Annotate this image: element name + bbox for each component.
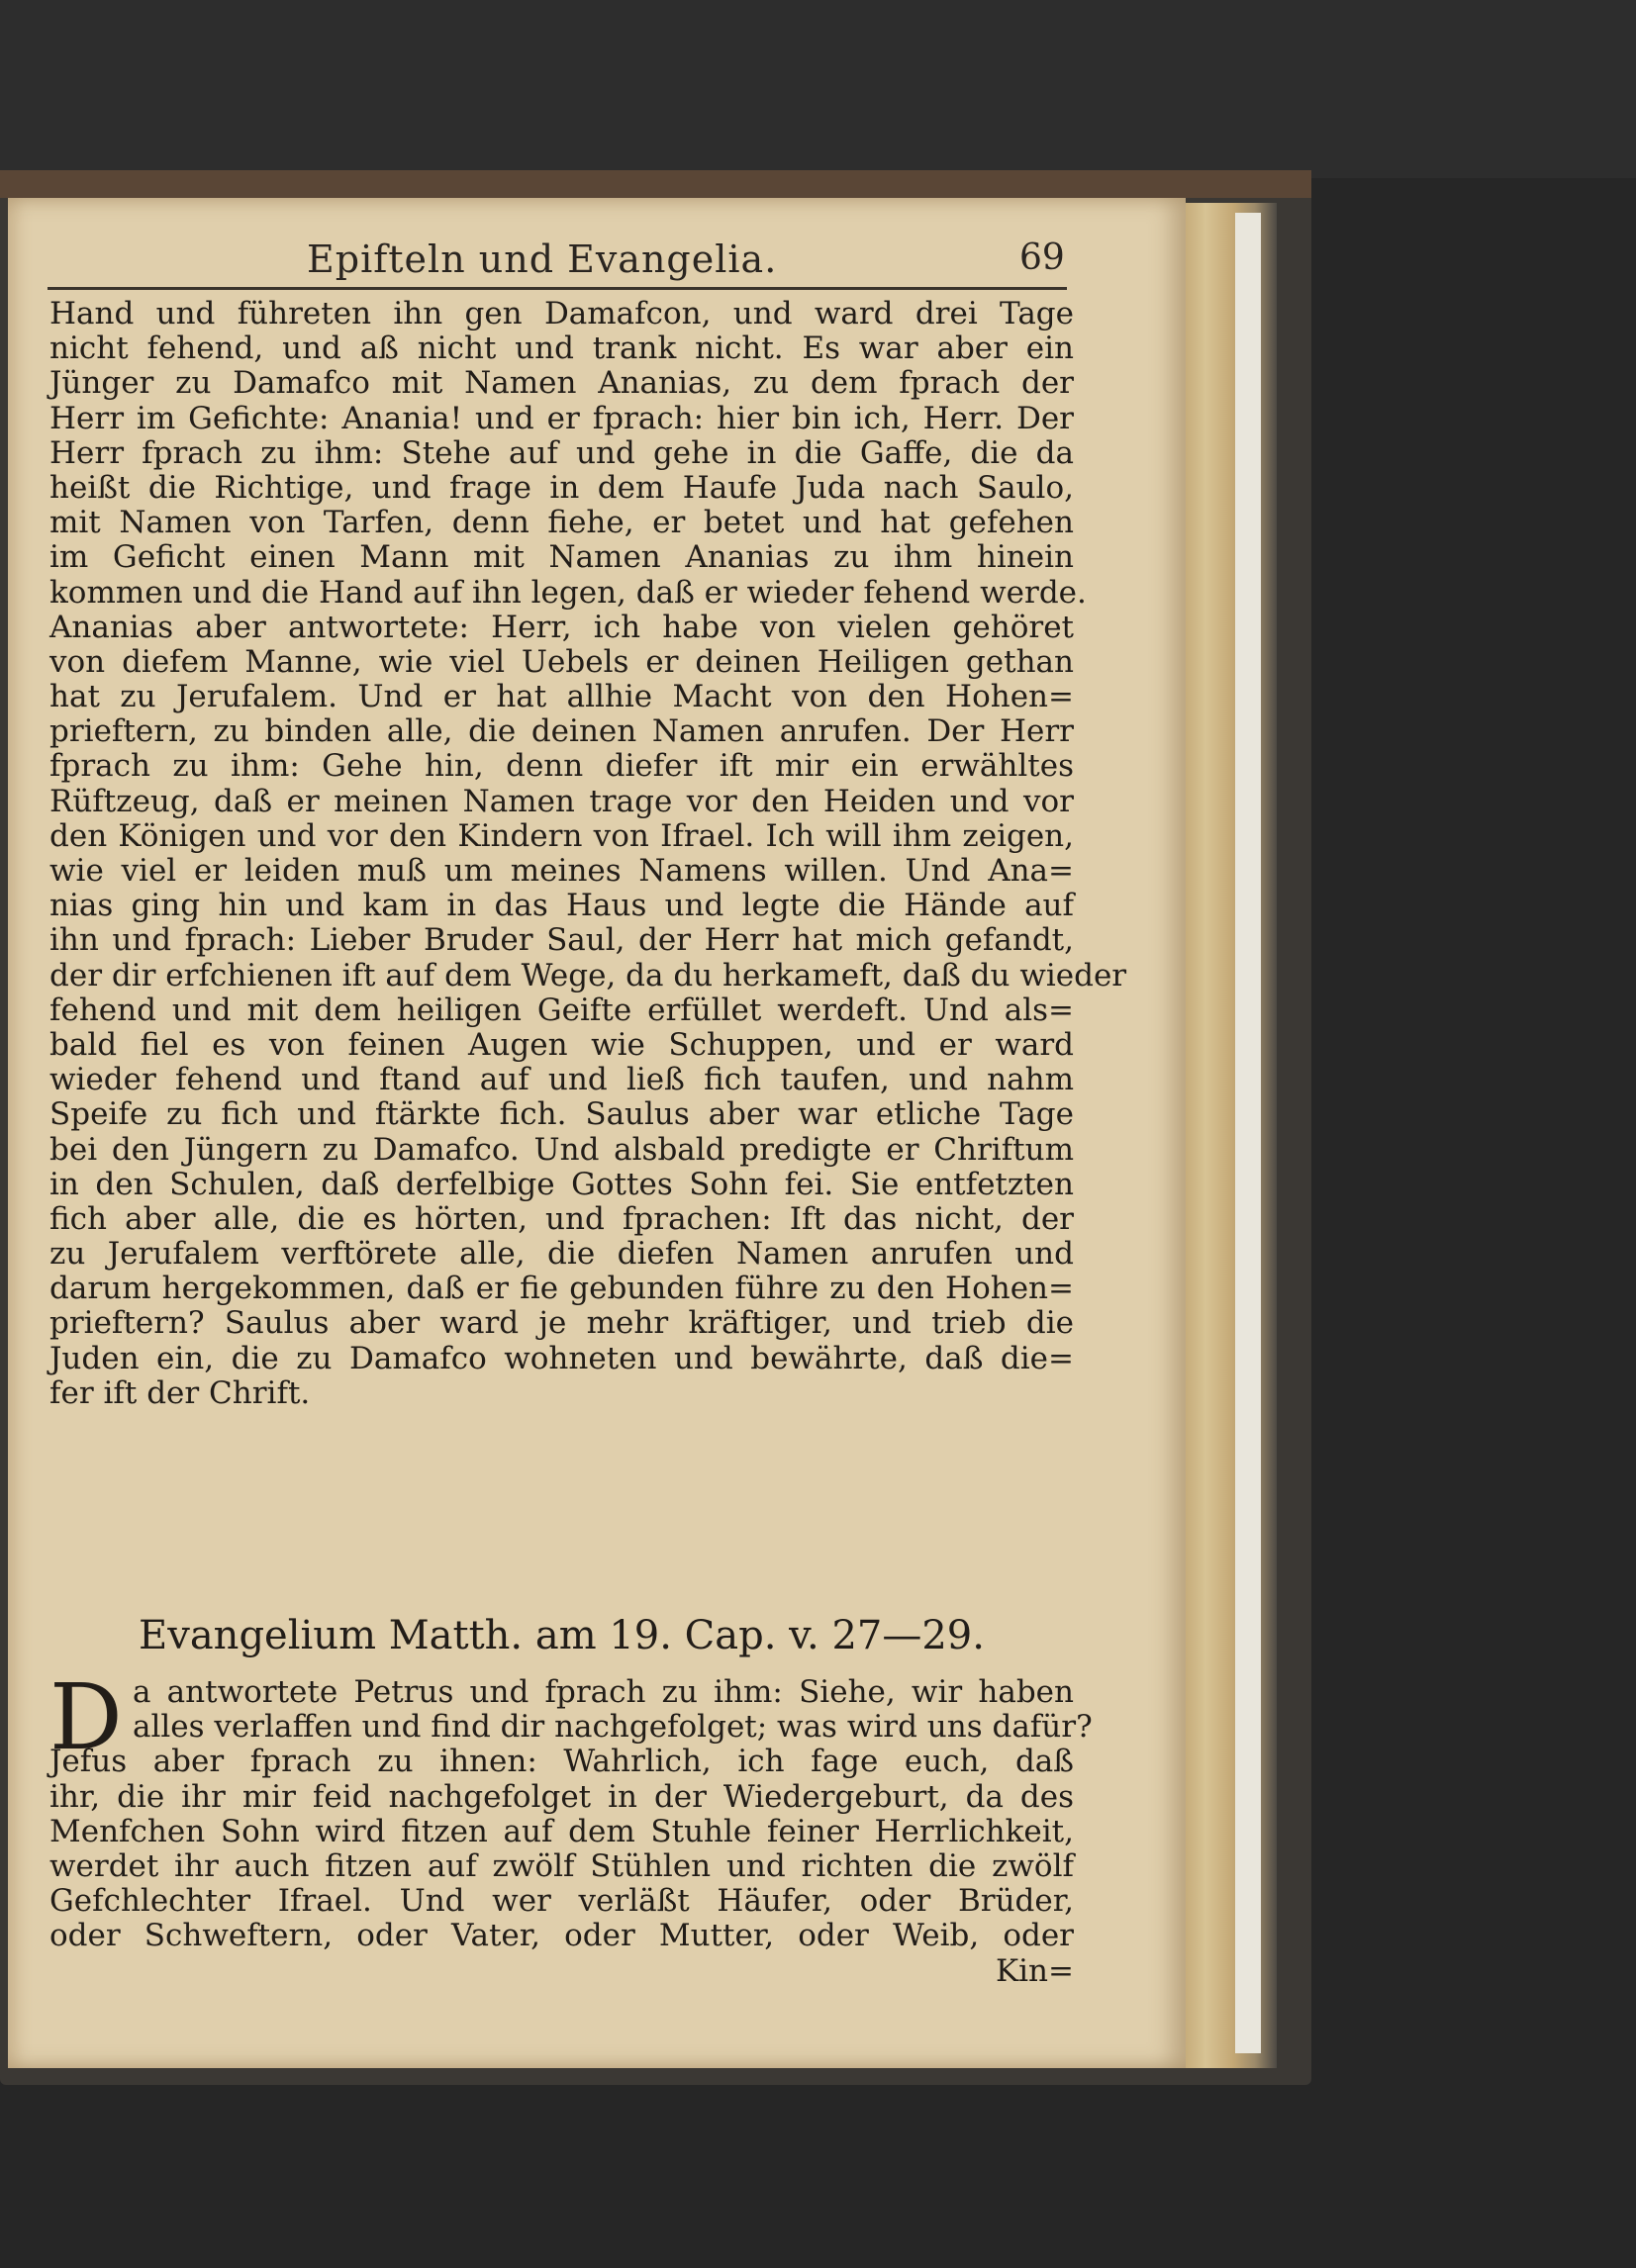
text-line: prieftern? Saulus aber ward je mehr kräftiger, und trieb die — [49, 1305, 1074, 1342]
drop-cap: D — [49, 1664, 123, 1770]
text-line: alles verlaffen und find dir nachgefolget; was wird uns dafür? — [133, 1709, 1093, 1746]
text-line: wieder fehend und ftand auf und ließ fich taufen, und nahm — [49, 1062, 1074, 1098]
text-line: darum hergekommen, daß er fie gebunden führe zu den Hohen= — [49, 1271, 1074, 1307]
page-block-edge — [1235, 213, 1261, 2053]
text-line: heißt die Richtige, und frage in dem Haufe Juda nach Saulo, — [49, 469, 1074, 506]
text-line: den Königen und vor den Kindern von Ifrael. Ich will ihm zeigen, — [49, 817, 1074, 854]
text-line: prieftern, zu binden alle, die deinen Namen anrufen. Der Herr — [49, 713, 1074, 750]
text-line: Hand und führeten ihn gen Damafcon, und ward drei Tage — [49, 296, 1074, 331]
cover-edge — [0, 170, 1311, 198]
text-line: im Geficht einen Mann mit Namen Ananias zu ihm hinein — [49, 539, 1074, 576]
section-heading: Evangelium Matth. am 19. Cap. v. 27—29. — [139, 1613, 985, 1658]
text-line: Rüftzeug, daß er meinen Namen trage vor den Heiden und vor — [49, 783, 1074, 819]
text-line: fer ift der Chrift. — [49, 1374, 311, 1411]
text-line: oder Schweftern, oder Vater, oder Mutter, oder Weib, oder — [49, 1918, 1074, 1954]
running-title: Epifteln und Evangelia. — [307, 237, 778, 281]
text-line: fehend und mit dem heiligen Geifte erfüllet werdeft. Und als= — [49, 992, 1074, 1028]
text-line: in den Schulen, daß derfelbige Gottes Sohn fei. Sie entfetzten — [49, 1166, 1074, 1202]
text-line: ihn und fprach: Lieber Bruder Saul, der Herr hat mich gefandt, — [49, 922, 1074, 959]
text-line: nicht fehend, und aß nicht und trank nicht. Es war aber ein — [49, 331, 1074, 367]
text-line: ihr, die ihr mir feid nachgefolget in der Wiedergeburt, da des — [49, 1778, 1074, 1815]
text-line: Juden ein, die zu Damafco wohneten und bewährte, daß die= — [49, 1340, 1074, 1376]
text-line: kommen und die Hand auf ihn legen, daß er wieder fehend werde. — [49, 574, 1087, 611]
catchword: Kin= — [995, 1952, 1074, 1989]
text-line: bei den Jüngern zu Damafco. Und alsbald predigte er Chriftum — [49, 1131, 1074, 1168]
text-line: wie viel er leiden muß um meines Namens willen. Und Ana= — [49, 853, 1074, 889]
text-line: Jünger zu Damafco mit Namen Ananias, zu dem fprach der — [49, 365, 1074, 402]
text-line: der dir erfchienen ift auf dem Wege, da du herkameft, daß du wieder — [49, 957, 1127, 993]
text-line: Herr fprach zu ihm: Stehe auf und gehe in die Gaffe, die da — [49, 434, 1074, 471]
text-line: werdet ihr auch fitzen auf zwölf Stühlen und richten die zwölf — [49, 1847, 1074, 1884]
text-line: Jefus aber fprach zu ihnen: Wahrlich, ich fage euch, daß — [49, 1744, 1074, 1780]
header-rule — [48, 287, 1067, 290]
gospel-text — [49, 1674, 1093, 1989]
page-number: 69 — [1019, 237, 1065, 278]
text-line: Ananias aber antwortete: Herr, ich habe von vielen gehöret — [49, 609, 1074, 645]
text-line: nias ging hin und kam in das Haus und legte die Hände auf — [49, 888, 1074, 924]
text-line: fich aber alle, die es hörten, und fprachen: Ift das nicht, der — [49, 1200, 1074, 1237]
text-line: a antwortete Petrus und fprach zu ihm: Siehe, wir haben — [133, 1674, 1074, 1710]
text-line: mit Namen von Tarfen, denn fiehe, er betet und hat gefehen — [49, 505, 1074, 541]
epistle-text — [49, 296, 1127, 1411]
text-line: bald fiel es von feinen Augen wie Schuppen, und er ward — [49, 1026, 1074, 1063]
text-line: fprach zu ihm: Gehe hin, denn diefer ift mir ein erwähltes — [49, 748, 1074, 785]
text-line: Speife zu fich und ftärkte fich. Saulus aber war etliche Tage — [49, 1096, 1074, 1133]
text-line: von diefem Manne, wie viel Uebels er deinen Heiligen gethan — [49, 643, 1074, 680]
text-line: Menfchen Sohn wird fitzen auf dem Stuhle feiner Herrlichkeit, — [49, 1813, 1074, 1849]
text-line: Gefchlechter Ifrael. Und wer verläßt Häufer, oder Brüder, — [49, 1883, 1074, 1920]
text-line: zu Jerufalem verftörete alle, die diefen Namen anrufen und — [49, 1236, 1074, 1273]
background — [0, 0, 1636, 178]
text-line: Herr im Gefichte: Anania! und er fprach: hier bin ich, Herr. Der — [49, 400, 1074, 436]
page-header — [0, 237, 1108, 287]
text-line: hat zu Jerufalem. Und er hat allhie Macht von den Hohen= — [49, 679, 1074, 715]
